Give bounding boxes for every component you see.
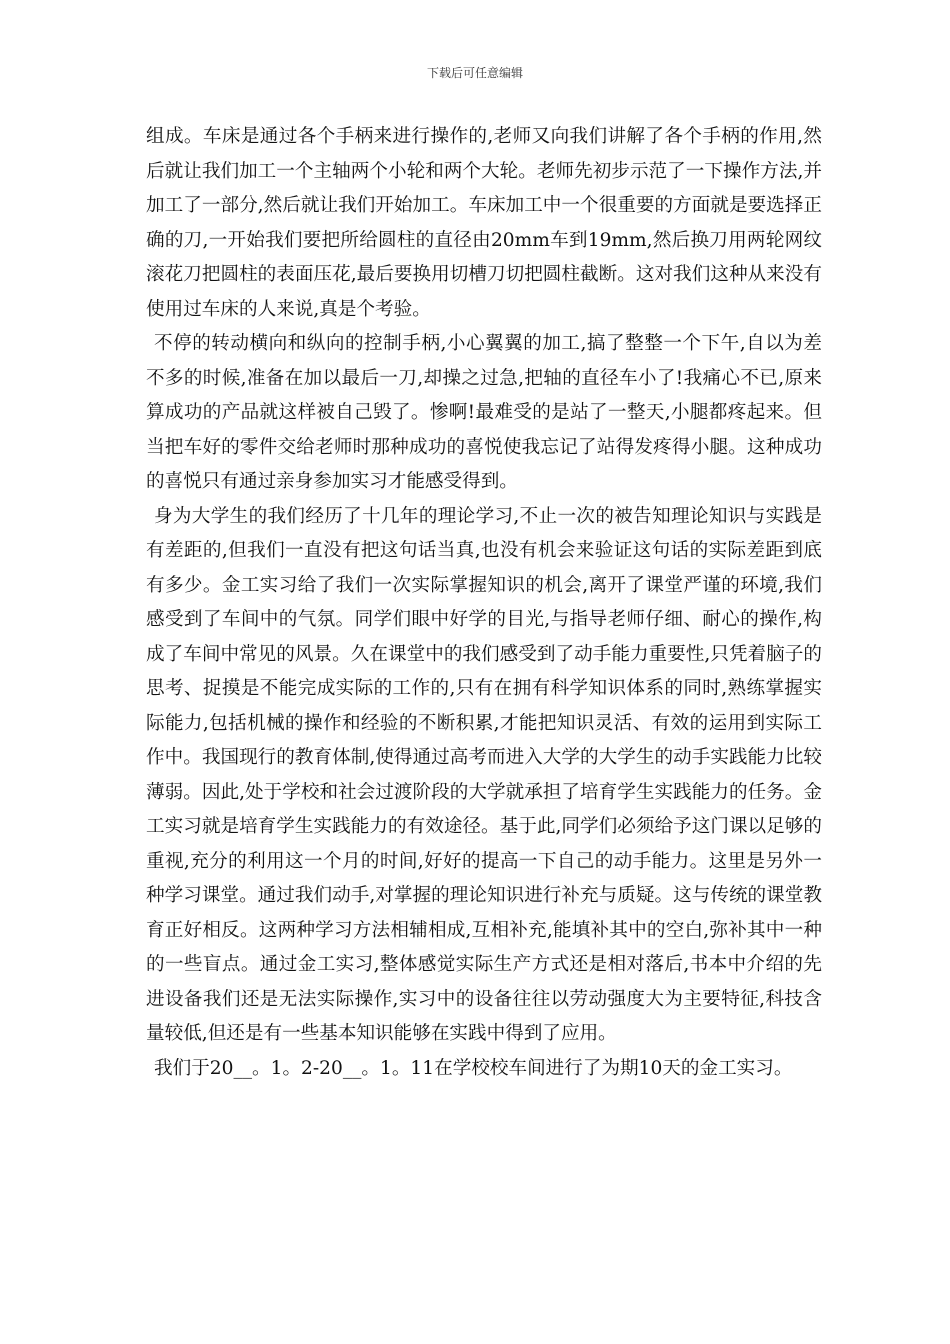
paragraph-handle-control: 不停的转动横向和纵向的控制手柄,小心翼翼的加工,搞了整整一个下午,自以为差不多的时候,准备在加以最后一刀,却操之过急,把轴的直径车小了!我痛心不已,原来算成功的产品就这样被自己毁了。惨啊!最难受的是站了一整天,小腿都疼起来。但当把车好的零件交给老师时那种成功的喜悦使我忘记了站得发疼得小腿。这种成功的喜悦只有通过亲身参加实习才能感受得到。 [146,333,822,492]
paragraph-theory-practice: 身为大学生的我们经历了十几年的理论学习,不止一次的被告知理论知识与实践是有差距的,但我们一直没有把这句话当真,也没有机会来验证这句话的实际差距到底有多少。金工实习给了我们一次实际掌握知识的机会,离开了课堂严谨的环境,我们感受到了车间中的气氛。同学们眼中好学的目光,与指导老师仔细、耐心的操作,构成了车间中常见的风景。久在课堂中的我们感受到了动手能力重要性,只凭着脑子的思考、捉摸是不能完成实际的工作的,只有在拥有科学知识体系的同时,熟练掌握实际能力,包括机械的操作和经验的不断积累,才能把知识灵活、有效的运用到实际工作中。我国现行的教育体制,使得通过高考而进入大学的大学生的动手实践能力比较薄弱。因此,处于学校和社会过渡阶段的大学就承担了培育学生实践能力的任务。金工实习就是培育学生实践能力的有效途径。基于此,同学们必须给予这门课以足够的重视,充分的利用这一个月的时间,好好的提高一下自己的动手能力。这里是另外一种学习课堂。通过我们动手,对掌握的理论知识进行补充与质疑。这与传统的课堂教育正好相反。这两种学习方法相辅相成,互相补充,能填补其中的空白,弥补其中一种的一些盲点。通过金工实习,整体感觉实际生产方式还是相对落后,书本中介绍的先进设备我们还是无法实际操作,实习中的设备往往以劳动强度大为主要特征,科技含量较低,但还是有一些基本知识能够在实践中得到了应用。 [146,505,822,1044]
page-header-note: 下载后可任意编辑 [426,66,523,80]
paragraph-internship-dates: 我们于20__。1。2-20__。1。11在学校校车间进行了为期10天的金工实习。 [154,1057,793,1079]
paragraph-lathe-operation: 组成。车床是通过各个手柄来进行操作的,老师又向我们讲解了各个手柄的作用,然后就让我们加工一个主轴两个小轮和两个大轮。老师先初步示范了一下操作方法,并加工了一部分,然后就让我们开始加工。车床加工中一个很重要的方面就是要选择正确的刀,一开始我们要把所给圆柱的直径由20mm车到19mm,然后换刀用两轮网纹滚花刀把圆柱的表面压花,最后要换用切槽刀切把圆柱截断。这对我们这种从来没有使用过车床的人来说,真是个考验。 [146,126,822,320]
document-body [146,120,822,1086]
